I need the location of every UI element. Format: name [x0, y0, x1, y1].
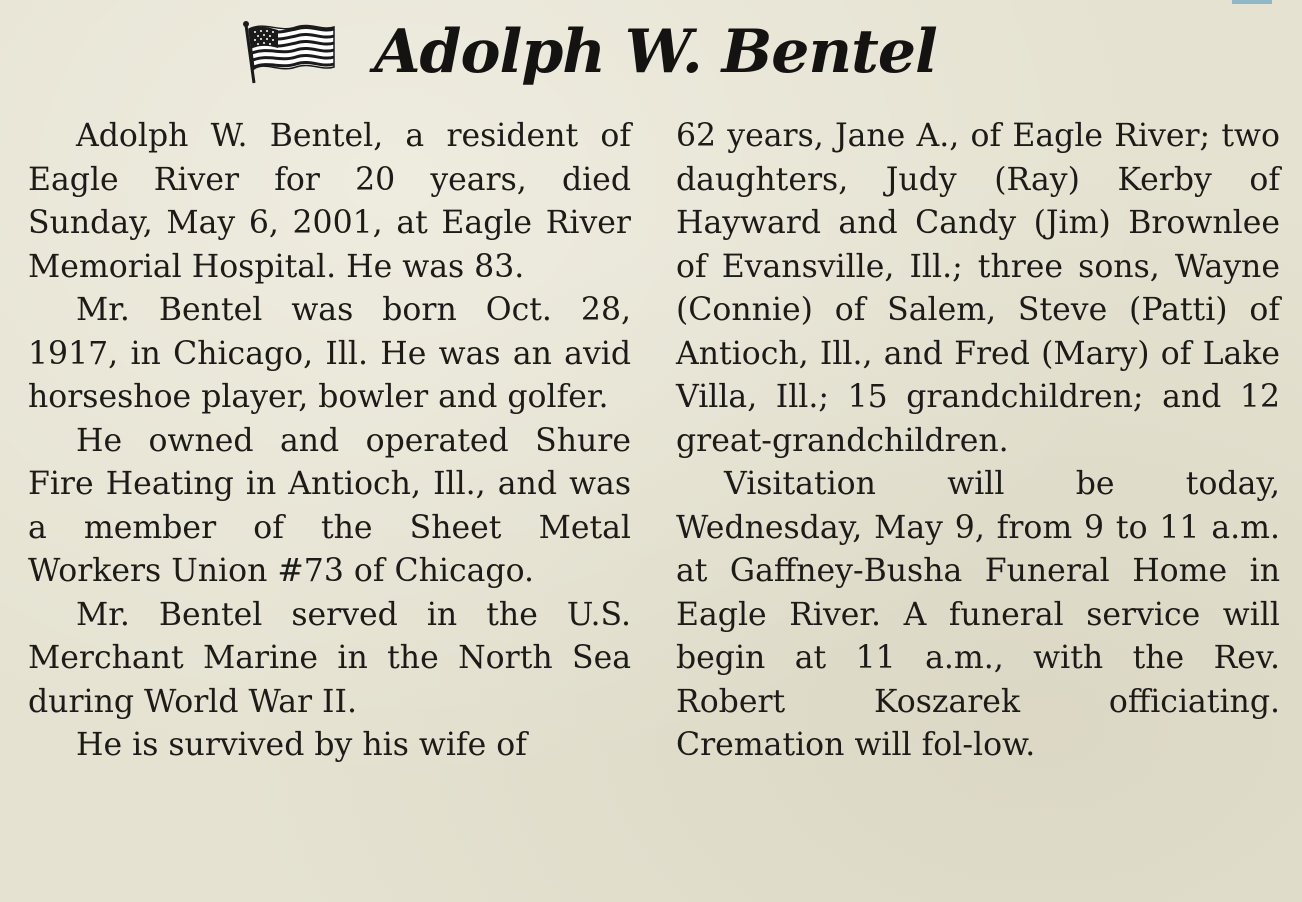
paragraph-survivors-start: He is survived by his wife of: [76, 727, 527, 763]
obituary-headline: [240, 12, 937, 92]
paragraph-birth: Mr. Bentel was born Oct. 28, 1917, in Chicago, Ill. He was an avid horseshoe player, bowler and golfer.: [28, 292, 631, 415]
paragraph-occupation: He owned and operated Shure Fire Heating in Antioch, Ill., and was a member of the Sheet Metal Workers Union #73 of Chicago.: [28, 422, 631, 589]
page-corner-mark: [1232, 0, 1272, 4]
right-column: [676, 115, 1280, 768]
paragraph-survivors-continued: 62 years, Jane A., of Eagle River; two daughters, Judy (Ray) Kerby of Hayward and Candy (Jim) Brownlee of Evansville, Ill.; three sons, Wayne (Connie) of Salem, Steve (Patti) of Antioch, Ill., and Fred (Mary) of Lake Villa, Ill.; 15 grandchildren; and 12 great-grandchildren.: [676, 118, 1280, 459]
paragraph-military-service: Mr. Bentel served in the U.S. Merchant Marine in the North Sea during World War II.: [28, 596, 631, 720]
paragraph-residence: Adolph W. Bentel, a resident of Eagle River for 20 years, died Sunday, May 6, 2001, at Eagle River Memorial Hospital. He was 83.: [28, 118, 631, 285]
paragraph-visitation: Visitation will be today, Wednesday, May 9, from 9 to 11 a.m. at Gaffney-Busha Funeral Home in Eagle River. A funeral service will begin at 11 a.m., with the Rev. Robert Koszarek officiating. Cremation will fol-low.: [676, 466, 1280, 763]
left-column: [28, 115, 631, 768]
obituary-title: Adolph W. Bentel: [374, 17, 937, 87]
american-flag-icon: [240, 19, 336, 85]
